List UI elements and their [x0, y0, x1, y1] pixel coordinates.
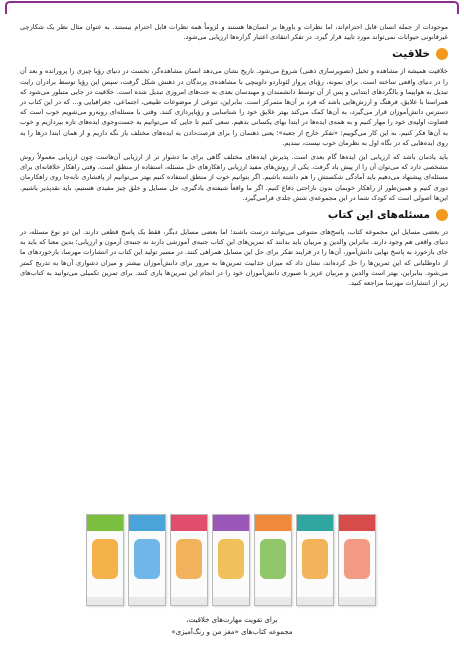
book-cover [170, 514, 208, 606]
creativity-paragraph-1: خلاقیت همیشه از مشاهده و تخیل (تصویرسازی ذهنی) شروع می‌شود. تاریخ نشان می‌دهد انسان مشاهده‌گر، نخست در دنیای رؤیا چیزی را پرورانده و بعد آن را در دنیای واقعی ساخته است. برای نمونه، رؤیای پرواز لئوناردو داوینچی با مشاهده‌ی پرندگان در ذهنش شکل گرفت، سپس این رؤیا توسط برادران رایت تبدیل به هواپیما و بالگردهای ابتدایی و پس از آن توسط دانشمندان و مهندسان بعدی به جت‌های امروزی تبدیل شده است. خلاقیت در جایی متبلور می‌شود که همراستا با علایق، فرهنگ و ارزش‌هایی باشد که فرد بر آن‌ها متمرکز است. بنابراین، تنوعی از موضوعات طبیعی، اجتماعی، جغرافیایی و... که در این کتاب در دسترس دانش‌آموزان قرار می‌گیرد، به آن‌ها کمک می‌کند بهتر علایق خود را شناسایی و رؤیاپردازی کنند. وقتی با مسئله‌ای روبه‌رو می‌شویم خوب است که قضاوت اولیه‌ی خود را مهار کنیم و به همه‌ی ایده‌ها در ابتدا بهای یکسانی بدهیم. سعی کنیم تا جایی که می‌توانیم به جست‌وجوی ایده‌های تازه بپردازیم و خوب به آن‌ها فکر کنیم. به این کار می‌گوییم: «تفکر خارج از جعبه»؛ یعنی ذهنمان را برای فرصت‌دادن به ایده‌های مختلف باز نگه داریم و از همان ابتدا درها را به روی ایده‌هایی که در نگاه اول به نظرمان خوب نیست، نبندیم. [20, 67, 448, 147]
caption-line-1: برای تقویت مهارت‌های خلاقیت، [186, 616, 278, 624]
book-cover [212, 514, 250, 606]
section-heading-problems [20, 209, 448, 221]
book-series-image [86, 514, 378, 606]
section-title: مسئله‌های این کتاب [327, 209, 430, 222]
book-cover [86, 514, 124, 606]
section-title: خلاقیت [392, 48, 430, 61]
creativity-paragraph-2: باید یادمان باشد که ارزیابی این ایده‌ها گام بعدی است. پذیرش ایده‌های مختلف گاهی برای ما دشوار تر از ارزیابی آن‌هاست چون ارزیابی معمولاً روش مشخصی دارد که می‌توان آن را از پیش یاد گرفت. یکی از روش‌های مفید ارزیابی راهکارهای حل مسئله، استفاده از منطق است. وقتی راهکار خلاقانه‌ای برای مسئله‌ای پیشنهاد می‌دهیم باید آمادگی شکستش را هم داشته باشیم. اگر بتوانیم خوب از منطق استفاده کنیم بهتر می‌توانیم از پافشاری نابه‌جا روی راهکارمان دوری کنیم و همین‌طور از راهکار خوبمان بدون ناراحتی دفاع کنیم. اگر ما واقعاً شیفته‌ی یادگیری، حل مسایل و خلق چیز مفیدی هستیم، باید نقدپذیر باشیم. این‌ها اصولی است که کودک شما در این مجموعه‌ی شش جلدی فرامی‌گیرد. [20, 153, 448, 202]
book-cover [338, 514, 376, 606]
section-heading-creativity [20, 48, 448, 60]
problems-paragraph: در بعضی مسایل این مجموعه کتاب، پاسخ‌های متنوعی می‌توانند درست باشند؛ اما بعضی مسایل دیگر، فقط یک پاسخ قطعی دارند. این دو نوع مسئله، در دنیای واقعی هم وجود دارند. بنابراین والدین و مربیان باید بدانند که تمرین‌های این کتاب جنبه‌ی آموزشی دارند نه جنبه‌ی آزمون و ارزیابی؛ بدین معنا که باید به جای بازخورد به پاسخ نهایی دانش‌آموز، آن‌ها را در فرایند تفکر برای حل این مسایل همراهی کنند. در مسیر تولید این کتاب در انتشارات مهرسا، بازخوردهای ما از داوطلبانی که این تمرین‌ها را حل کرده‌اند، نشان داد که میزان جذابیت تمرین‌ها به مرور برای دانش‌آموزان بیشتر و میزان دشواری آن‌ها به تدریج کمتر می‌شود. بنابراین، بهتر است والدین و مربیان عزیز با صبوری دانش‌آموزان خود را در انجام این تمرین‌ها یاری کنند. برای تمرین تکمیلی می‌توانید به کتاب‌های زیر از انتشارات مهرسا مراجعه کنید. [20, 228, 448, 288]
top-frame-decoration [0, 0, 464, 14]
intro-paragraph: موجودات از جمله انسان قابل احترام‌اند، اما نظرات و باورها بر انسان‌ها هستند و لزوماً همه نظرات قابل احترام نیستند. به عنوان مثال نظر یک شکارچی غیرقانونی حیوانات نمی‌تواند مورد تایید قرار گیرد. در تفکر انتقادی اعتبار گزاره‌ها ارزیابی می‌شود. [20, 23, 448, 42]
main-text [20, 22, 448, 292]
book-cover [128, 514, 166, 606]
book-cover [296, 514, 334, 606]
figure-caption [0, 614, 464, 638]
caption-line-2: مجموعه کتاب‌های «مغز من و رنگ‌آمیزی» [171, 628, 293, 636]
book-cover [254, 514, 292, 606]
orange-bullet-icon [436, 209, 448, 221]
orange-bullet-icon [436, 48, 448, 60]
